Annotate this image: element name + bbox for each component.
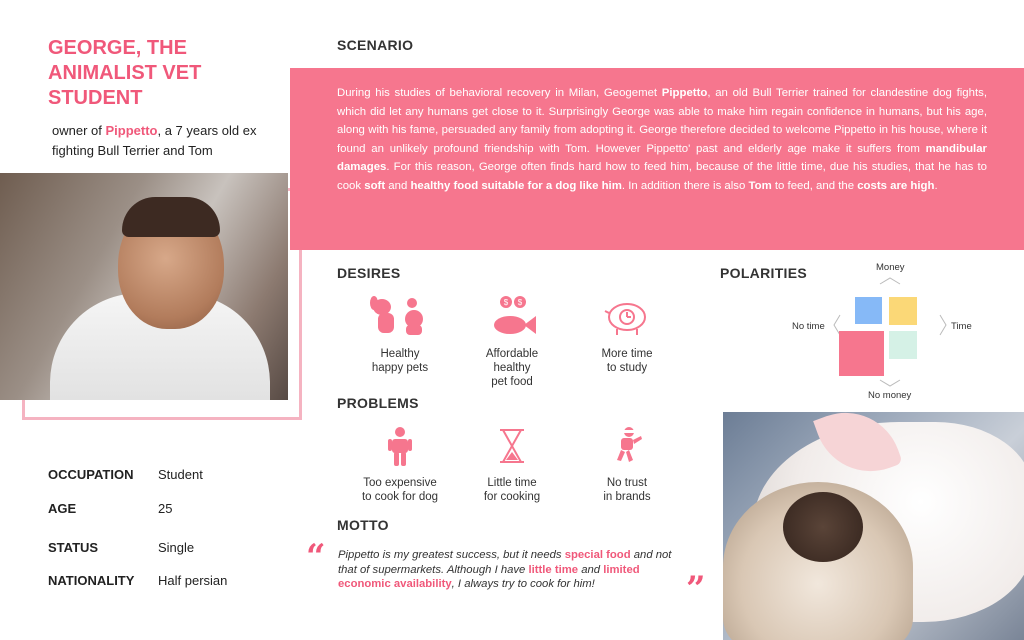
desire-label: More time to study: [601, 348, 653, 374]
desire-item: [567, 295, 687, 375]
scenario-text: During his studies of behavioral recovery in Milan, Geogemet Pippetto, an old Bull Terrier trained for clandestine dog fights, which did let any humans get close to it. Surprisingly George was able to make him regain confidence in humans, but his age, along with his fame, persuaded any family from adopting it. George therefore decided to welcome Pippetto in his house, where it found an unlikely profound friendship with Tom. However Pippetto' past and elderly age make it suffers from mandibular damages. For this reason, George often finds hard how to feed him, because of the little time, due his studies, that he has to cook soft and healthy food suitable for a dog like him. In addition there is also Tom to feed, and the costs are high.: [337, 87, 987, 192]
quadrant-top-right: [889, 297, 917, 325]
polarity-left-label: No time: [792, 321, 825, 332]
problem-item: [340, 426, 460, 504]
close-quote-icon: ”: [686, 569, 706, 609]
age-value: 25: [158, 501, 173, 516]
desires-title: DESIRES: [337, 265, 401, 281]
chevron-right-icon: [938, 313, 948, 337]
occupation-value: Student: [158, 467, 203, 482]
hourglass-icon: [492, 426, 532, 466]
quadrant-bottom-right: [889, 331, 917, 359]
polarity-top-label: Money: [876, 262, 905, 273]
pets-photo: [723, 412, 1024, 640]
chevron-down-icon: [878, 378, 902, 388]
nationality-value: Half persian: [158, 573, 228, 588]
piggy-bank-clock-icon: [595, 295, 659, 337]
quadrant-bottom-left: [839, 331, 884, 376]
problem-item: [452, 426, 572, 504]
persona-title: GEORGE, THE ANIMALIST VET STUDENT: [48, 37, 202, 109]
persona-subtitle: owner of Pippetto, a 7 years old ex fighting Bull Terrier and Tom: [52, 123, 257, 158]
person-icon: [380, 426, 420, 466]
desire-label: Healthy happy pets: [371, 348, 429, 374]
polarity-bottom-label: No money: [868, 390, 912, 401]
open-quote-icon: “: [306, 537, 326, 577]
desire-label: Affordable healthy pet food: [485, 348, 539, 388]
desire-item: [452, 295, 572, 389]
pets-icon: [368, 295, 432, 337]
fish-money-icon: [480, 295, 544, 337]
scenario-title: SCENARIO: [337, 37, 414, 53]
chevron-up-icon: [878, 276, 902, 286]
problem-label: No trust in brands: [603, 477, 651, 503]
thief-icon: [607, 426, 647, 466]
svg-text:$: $: [517, 298, 523, 307]
polarity-right-label: Time: [951, 321, 972, 332]
problem-label: Little time for cooking: [483, 477, 541, 503]
motto-text: Pippetto is my greatest success, but it needs special food and not that of supermarkets. Although I have little time and limited economic availability, I always try to cook for him!: [338, 549, 672, 590]
age-label: AGE: [48, 501, 77, 516]
polarities-title: POLARITIES: [720, 265, 808, 281]
occupation-label: OCCUPATION: [48, 467, 134, 482]
problem-item: [567, 426, 687, 504]
quadrant-top-left: [855, 297, 882, 324]
status-value: Single: [158, 540, 195, 555]
desire-item: [340, 295, 460, 375]
status-label: STATUS: [48, 540, 99, 555]
nationality-label: NATIONALITY: [48, 573, 135, 588]
motto-title: MOTTO: [337, 517, 389, 533]
persona-photo: [0, 173, 288, 400]
problems-title: PROBLEMS: [337, 395, 419, 411]
problem-label: Too expensive to cook for dog: [361, 477, 439, 503]
pet-name: Pippetto: [105, 123, 158, 138]
svg-text:$: $: [503, 298, 509, 307]
